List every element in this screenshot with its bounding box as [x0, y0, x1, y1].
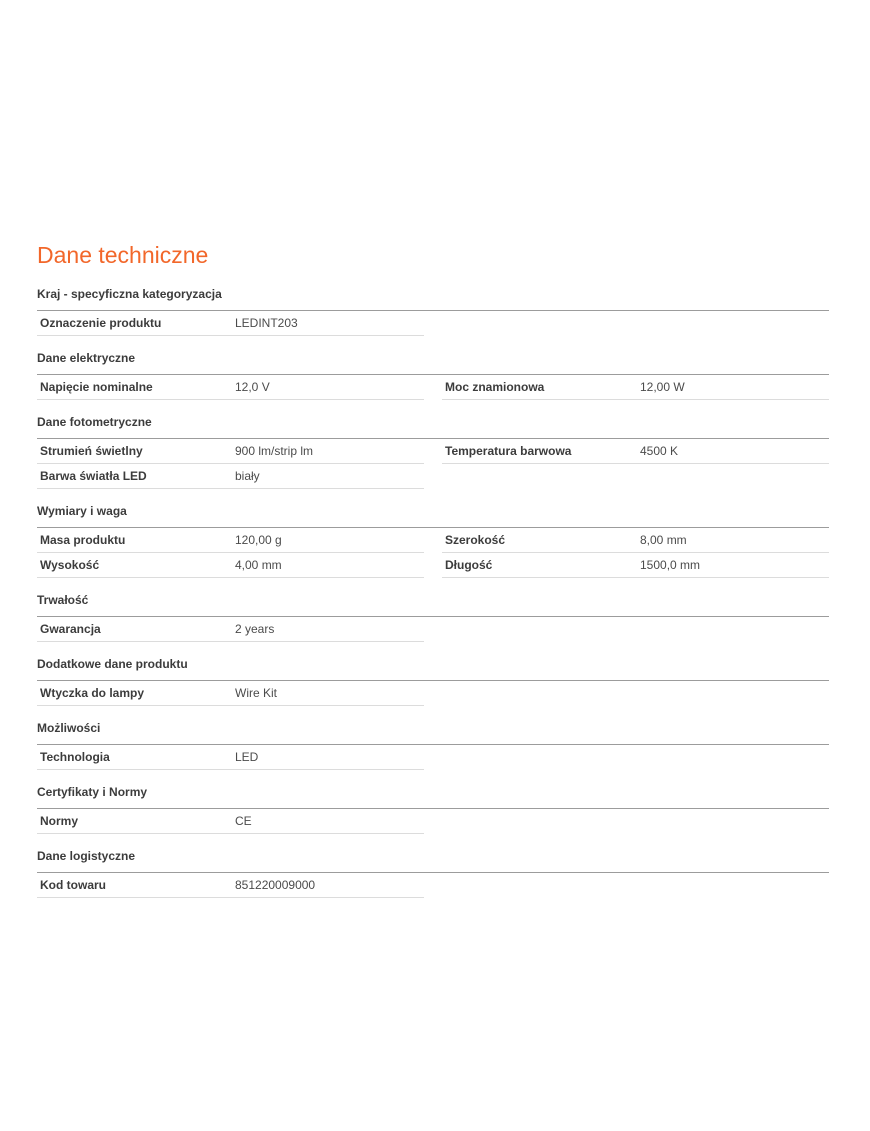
spec-row-szerokosc [442, 528, 829, 553]
spec-label: Szerokość [445, 533, 506, 547]
section-title: Wymiary i waga [37, 504, 127, 518]
spec-value: biały [235, 469, 260, 483]
section-title: Możliwości [37, 721, 101, 735]
spec-value: 900 lm/strip lm [235, 444, 314, 458]
spec-label: Strumień świetlny [40, 444, 143, 458]
spec-label: Wysokość [40, 558, 100, 572]
section-title: Dane elektryczne [37, 351, 136, 365]
section-title: Trwałość [37, 593, 89, 607]
spec-value: 4,00 mm [235, 558, 282, 572]
section-certyfikaty-i-normy [37, 786, 829, 834]
spec-row-normy [37, 809, 424, 834]
section-kraj-kategoryzacja [37, 288, 829, 336]
spec-label: Normy [40, 814, 79, 828]
section-dane-elektryczne [37, 352, 829, 400]
section-rows [37, 744, 829, 770]
section-rows [37, 680, 829, 706]
section-title: Kraj - specyficzna kategoryzacja [37, 287, 222, 301]
section-wymiary-i-waga [37, 505, 829, 578]
spec-row-wysokosc [37, 553, 424, 578]
spec-label: Moc znamionowa [445, 380, 545, 394]
spec-value: LEDINT203 [235, 316, 298, 330]
spec-row-technologia [37, 745, 424, 770]
spec-label: Masa produktu [40, 533, 126, 547]
spec-label: Napięcie nominalne [40, 380, 153, 394]
spec-row-napiecie-nominalne [37, 375, 424, 400]
section-title: Dane logistyczne [37, 849, 136, 863]
spec-label: Gwarancja [40, 622, 101, 636]
spec-value: 2 years [235, 622, 275, 636]
spec-row-strumien-swietlny [37, 439, 424, 464]
spec-value: CE [235, 814, 252, 828]
spec-value: 851220009000 [235, 878, 316, 892]
section-dodatkowe-dane-produktu [37, 658, 829, 706]
section-mozliwosci [37, 722, 829, 770]
spec-label: Wtyczka do lampy [40, 686, 145, 700]
technical-data-page [37, 0, 829, 914]
section-rows [37, 872, 829, 898]
spec-label: Technologia [40, 750, 110, 764]
spec-value: 4500 K [640, 444, 679, 458]
spec-value: 120,00 g [235, 533, 282, 547]
spec-label: Barwa światła LED [40, 469, 147, 483]
spec-value: 1500,0 mm [640, 558, 701, 572]
section-title: Dodatkowe dane produktu [37, 657, 188, 671]
section-rows [37, 527, 829, 578]
section-rows [37, 808, 829, 834]
spec-label: Długość [445, 558, 493, 572]
section-title: Certyfikaty i Normy [37, 785, 148, 799]
section-dane-fotometryczne [37, 416, 829, 489]
section-rows [37, 374, 829, 400]
section-rows [37, 616, 829, 642]
section-dane-logistyczne [37, 850, 829, 898]
section-rows [37, 438, 829, 489]
spec-row-dlugosc [442, 553, 829, 578]
spec-row-barwa-swiatla-led [37, 464, 424, 489]
section-trwalosc [37, 594, 829, 642]
section-rows [37, 310, 829, 336]
spec-value: 12,0 V [235, 380, 270, 394]
spec-value: 12,00 W [640, 380, 685, 394]
section-title: Dane fotometryczne [37, 415, 152, 429]
spec-row-oznaczenie-produktu [37, 311, 424, 336]
spec-row-kod-towaru [37, 873, 424, 898]
spec-row-moc-znamionowa [442, 375, 829, 400]
spec-row-temperatura-barwowa [442, 439, 829, 464]
spec-value: Wire Kit [235, 686, 277, 700]
spec-row-wtyczka-do-lampy [37, 681, 424, 706]
page-title: Dane techniczne [37, 242, 209, 268]
spec-label: Kod towaru [40, 878, 106, 892]
spec-row-masa-produktu [37, 528, 424, 553]
spec-value: LED [235, 750, 259, 764]
spec-label: Temperatura barwowa [445, 444, 572, 458]
spec-value: 8,00 mm [640, 533, 687, 547]
spec-label: Oznaczenie produktu [40, 316, 162, 330]
spec-row-gwarancja [37, 617, 424, 642]
